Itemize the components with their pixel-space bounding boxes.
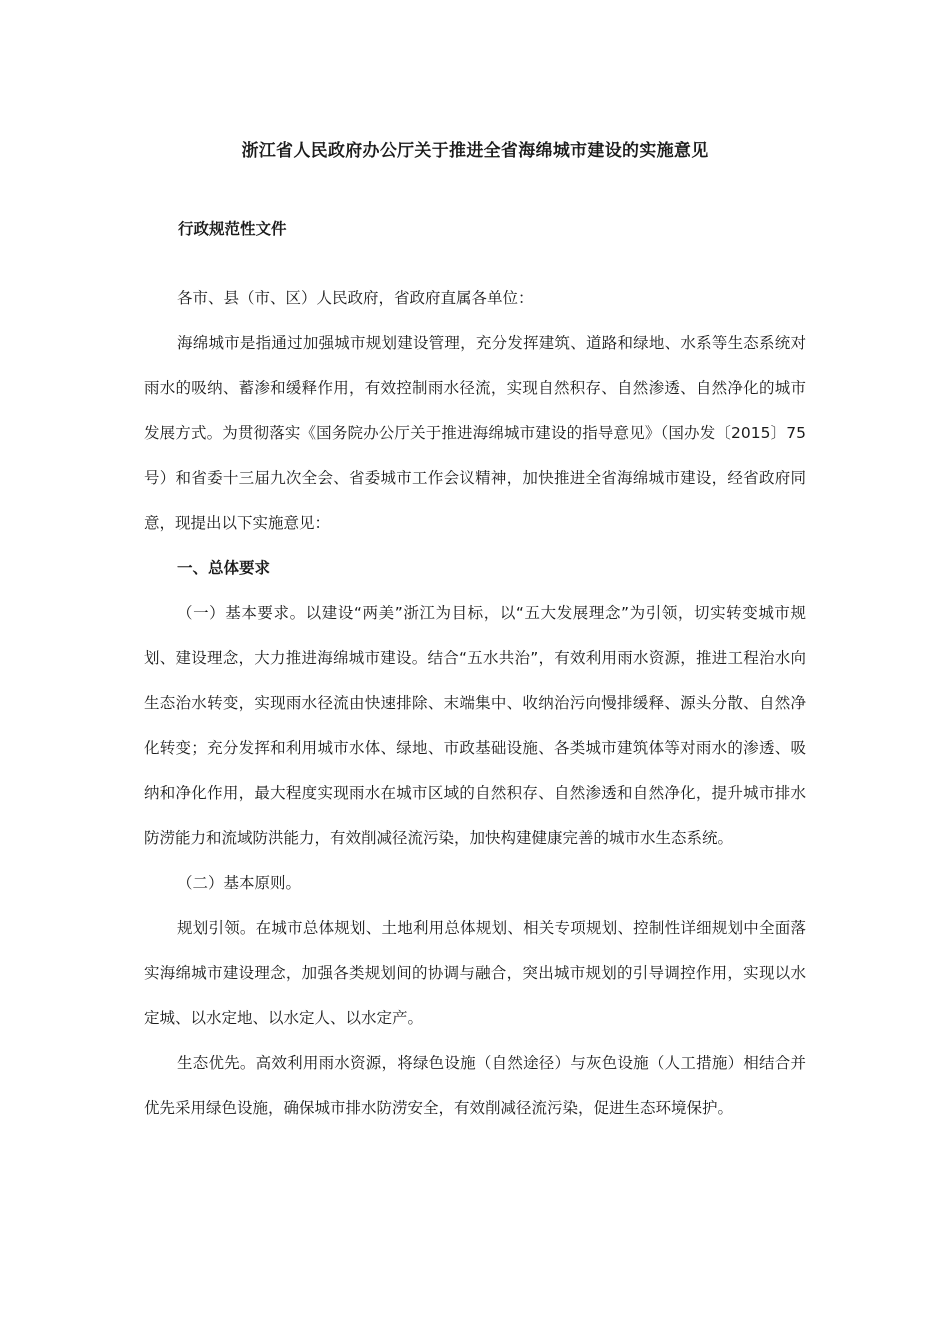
- basic-principles-heading: （二）基本原则。: [177, 874, 302, 892]
- document-title: 浙江省人民政府办公厅关于推进全省海绵城市建设的实施意见: [241, 141, 709, 161]
- document-type-label: 行政规范性文件: [178, 220, 287, 238]
- basic-requirements-paragraph: （一）基本要求。以建设“两美”浙江为目标，以“五大发展理念”为引领，切实转变城市规划、建设理念，大力推进海绵城市建设。结合“五水共治”，有效利用雨水资源，推进工程治水向生态治水转变，实现雨水径流由快速排除、末端集中、收纳治污向慢排缓释、源头分散、自然净化转变；充分发挥和利用城市水体、绿地、市政基础设施、各类城市建筑体等对雨水的渗透、吸纳和净化作用，最大程度实现雨水在城市区域的自然积存、自然渗透和自然净化，提升城市排水防涝能力和流域防洪能力，有效削减径流污染，加快构建健康完善的城市水生态系统。: [144, 604, 806, 847]
- salutation-paragraph: 各市、县（市、区）人民政府，省政府直属各单位：: [177, 289, 534, 307]
- principle-planning-paragraph: 规划引领。在城市总体规划、土地利用总体规划、相关专项规划、控制性详细规划中全面落实海绵城市建设理念，加强各类规划间的协调与融合，突出城市规划的引导调控作用，实现以水定城、以水定地、以水定人、以水定产。: [144, 919, 806, 1027]
- section-heading-general-requirements: 一、总体要求: [177, 559, 271, 577]
- document-body: [144, 276, 806, 1131]
- intro-paragraph: 海绵城市是指通过加强城市规划建设管理，充分发挥建筑、道路和绿地、水系等生态系统对雨水的吸纳、蓄渗和缓释作用，有效控制雨水径流，实现自然积存、自然渗透、自然净化的城市发展方式。为贯彻落实《国务院办公厅关于推进海绵城市建设的指导意见》（国办发〔2015〕75号）和省委十三届九次全会、省委城市工作会议精神，加快推进全省海绵城市建设，经省政府同意，现提出以下实施意见：: [144, 334, 806, 532]
- principle-ecology-paragraph: 生态优先。高效利用雨水资源，将绿色设施（自然途径）与灰色设施（人工措施）相结合并优先采用绿色设施，确保城市排水防涝安全，有效削减径流污染，促进生态环境保护。: [144, 1054, 806, 1117]
